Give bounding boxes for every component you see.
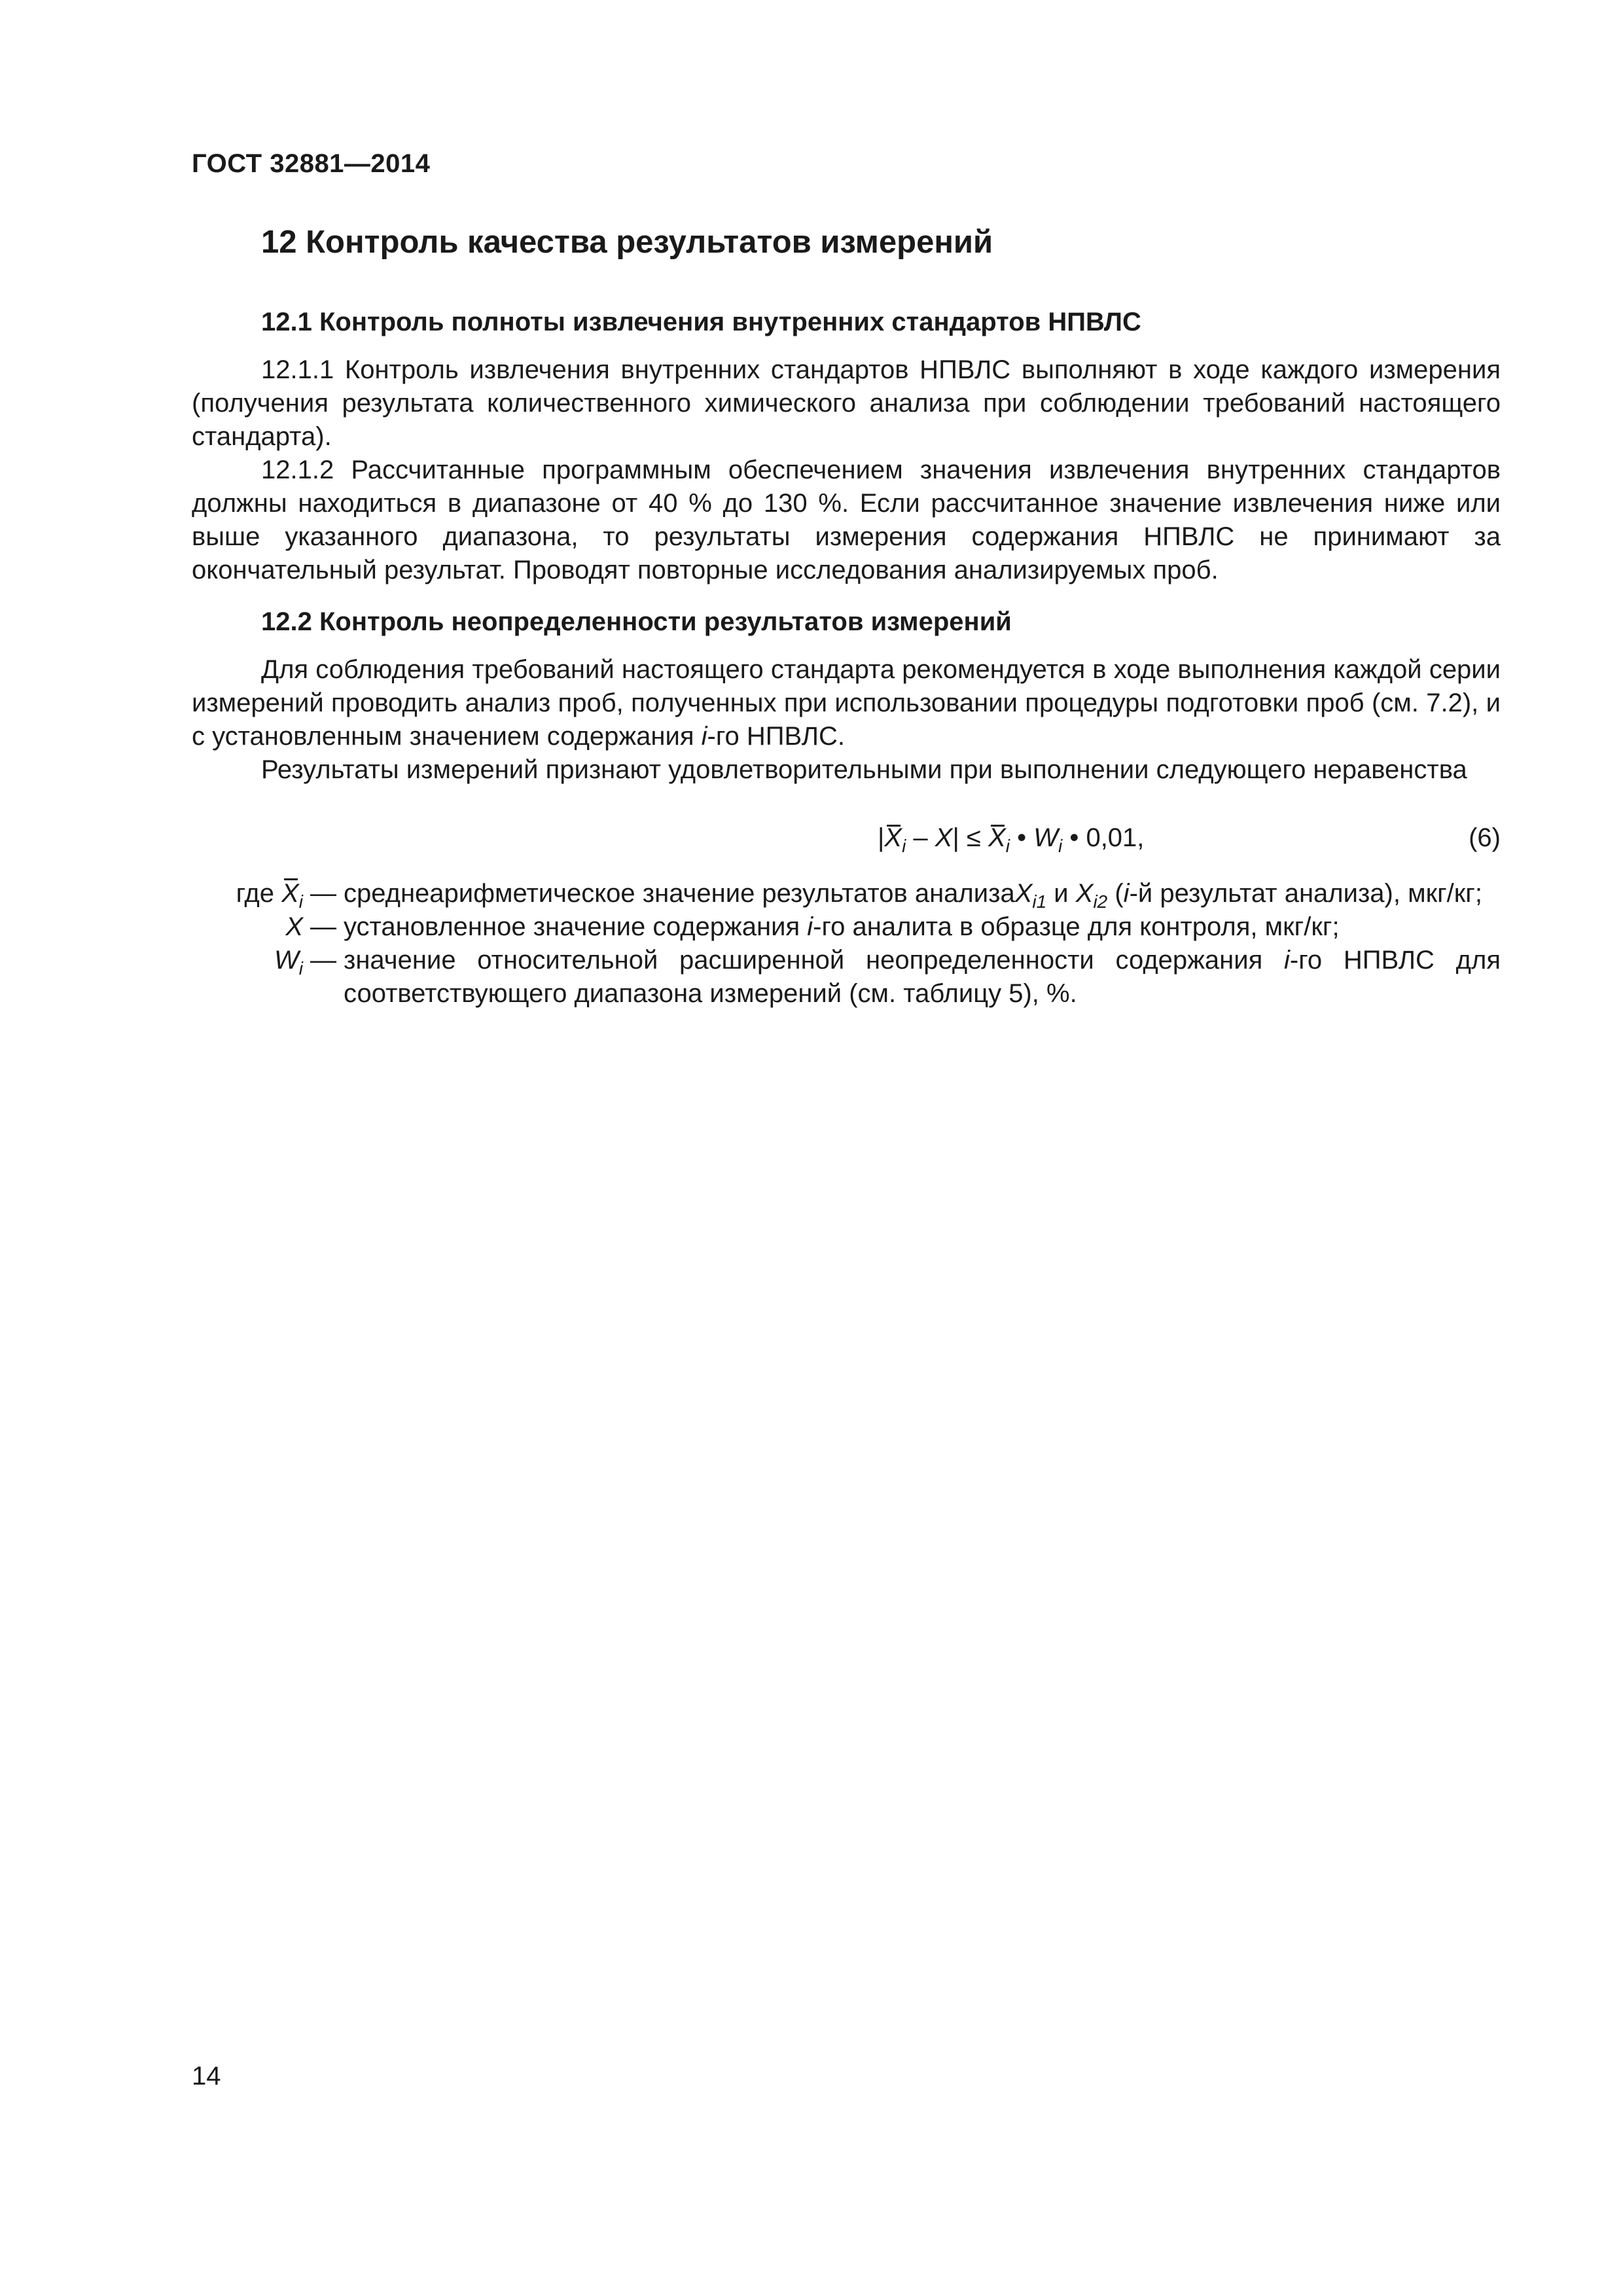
subsection-heading-12-1: 12.1 Контроль полноты извлечения внутренних стандартов НПВЛС <box>261 308 1141 336</box>
definition-term: где $X_i$ <box>192 877 303 910</box>
definition-dash: — <box>310 879 336 908</box>
paragraph-12-2-intro: Для соблюдения требований настоящего стандарта рекомендуется в ходе выполнения каждой серии измерений проводить анализ проб, полученных при использовании процедуры подготовки проб (см. 7.2), и с установленным значением содержания i-го НПВЛС. <box>192 655 1501 751</box>
paragraph-12-2-condition: Результаты измерений признают удовлетворительными при выполнении следующего неравенства <box>261 755 1467 784</box>
variable-definitions <box>192 877 1501 1011</box>
subsection-12-2-body <box>192 653 1501 787</box>
section-title: 12 Контроль качества результатов измерений <box>261 224 993 260</box>
equation-number: (6) <box>1469 823 1501 852</box>
definition-row <box>192 944 1501 1011</box>
definition-text: значение относительной расширенной неопределенности содержания i-го НПВЛС для соответствующего диапазона измерений (см. таблицу 5), %. <box>344 946 1501 1008</box>
subsection-heading-12-2: 12.2 Контроль неопределенности результатов измерений <box>261 607 1012 636</box>
subsection-12-1-body <box>192 353 1501 587</box>
definition-row <box>192 877 1501 910</box>
equation-6 <box>192 823 1501 863</box>
definition-dash: — <box>310 912 336 941</box>
paragraph-12-1-2: 12.1.2 Рассчитанные программным обеспечением значения извлечения внутренних стандартов должны находиться в диапазоне от 40 % до 130 %. Если рассчитанное значение извлечения ниже или выше указанного диапазона, то результаты измерения содержания НПВЛС не принимают за окончательный результат. Проводят повторные исследования анализируемых проб. <box>192 456 1501 584</box>
definition-term: X <box>285 912 303 941</box>
inequality-formula: $|X_i - X| \le X_i$ • $W_i$ • 0,01, <box>878 823 1145 856</box>
page-number: 14 <box>192 2062 221 2090</box>
paragraph-12-1-1: 12.1.1 Контроль извлечения внутренних стандартов НПВЛС выполняют в ходе каждого измерения (получения результата количественного химического анализа при соблюдении требований настоящего стандарта). <box>192 355 1501 451</box>
definition-text: установленное значение содержания i-го аналита в образце для контроля, мкг/кг; <box>344 912 1340 941</box>
definition-dash: — <box>310 946 336 975</box>
document-code: ГОСТ 32881—2014 <box>192 149 431 178</box>
definition-term: $W_i$ <box>274 946 303 978</box>
definition-text: среднеарифметическое значение результатов анализаX$_{i1}$ и $X_{i2}$ (i-й результат анализа), мкг/кг; <box>344 879 1482 912</box>
definition-row <box>192 910 1501 944</box>
